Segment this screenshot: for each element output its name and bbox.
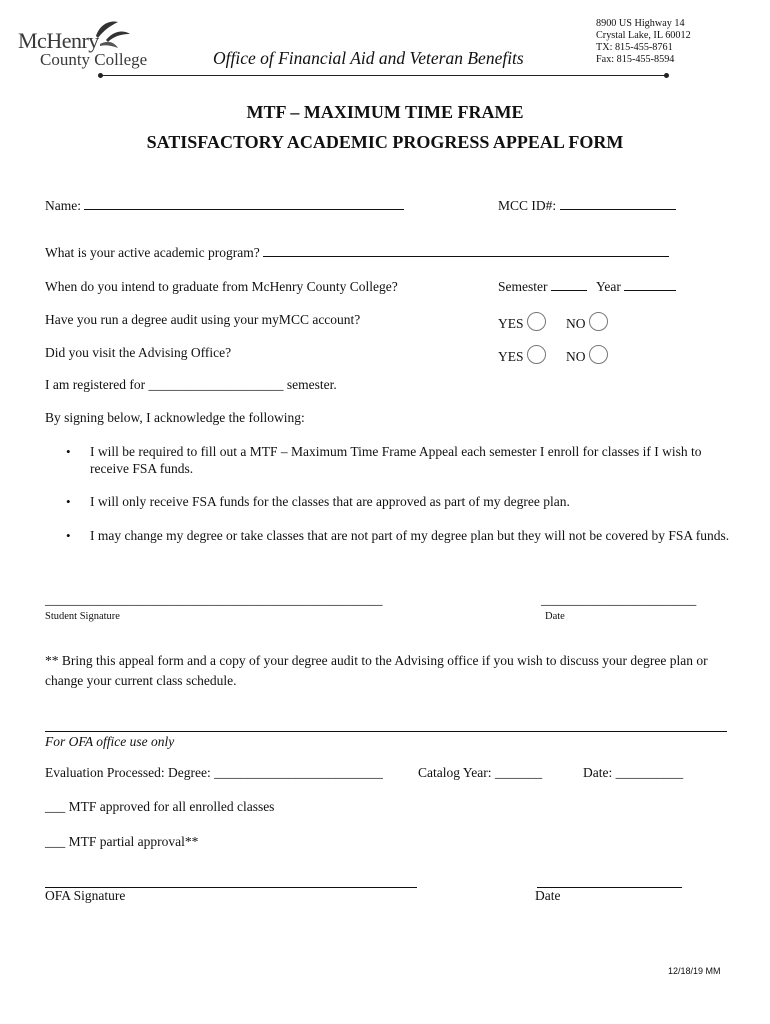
office-use-divider bbox=[45, 731, 727, 732]
advising-yes-option[interactable] bbox=[498, 345, 546, 365]
mtf-partial-approval[interactable]: ___ MTF partial approval** bbox=[45, 834, 199, 849]
bullet-dot: • bbox=[66, 494, 71, 509]
degree-blank[interactable]: _________________________ bbox=[214, 765, 383, 780]
program-input-line[interactable] bbox=[263, 245, 669, 257]
semester-input-line[interactable] bbox=[551, 279, 587, 291]
catalog-year-field[interactable] bbox=[418, 765, 542, 781]
office-date-blank[interactable]: __________ bbox=[615, 765, 684, 780]
address-line-4: Fax: 815-455-8594 bbox=[596, 54, 675, 65]
audit-label: Have you run a degree audit using your myMCC account? bbox=[45, 312, 361, 327]
catalog-year-blank[interactable]: _______ bbox=[494, 765, 543, 780]
student-date-label: Date bbox=[545, 611, 565, 622]
no-label: NO bbox=[566, 316, 586, 331]
student-signature-label: Student Signature bbox=[45, 611, 120, 622]
address-line-1: 8900 US Highway 14 bbox=[596, 18, 685, 29]
bullet-dot: • bbox=[66, 528, 71, 543]
no-label: NO bbox=[566, 349, 586, 364]
registered-prefix: I am registered for bbox=[45, 377, 146, 392]
advising-note: ** Bring this appeal form and a copy of your degree audit to the Advising office if you wish to discuss your degree plan or change your current class schedule. bbox=[45, 653, 708, 688]
no-radio[interactable] bbox=[589, 345, 608, 364]
evaluation-field[interactable] bbox=[45, 765, 383, 781]
office-date-label: Date: bbox=[583, 765, 613, 780]
program-label: What is your active academic program? bbox=[45, 245, 260, 260]
office-date-field[interactable] bbox=[583, 765, 683, 781]
form-title: MTF – MAXIMUM TIME FRAME bbox=[246, 102, 524, 122]
office-title: Office of Financial Aid and Veteran Benefits bbox=[213, 48, 524, 68]
year-field[interactable] bbox=[596, 279, 676, 295]
student-date-line[interactable]: _______________________ bbox=[541, 592, 697, 607]
audit-no-option[interactable] bbox=[566, 312, 608, 332]
yes-label: YES bbox=[498, 316, 524, 331]
mtf-approved-all[interactable]: ___ MTF approved for all enrolled classes bbox=[45, 799, 275, 814]
yes-label: YES bbox=[498, 349, 524, 364]
ofa-signature-label: OFA Signature bbox=[45, 888, 126, 903]
registered-field[interactable] bbox=[45, 377, 337, 393]
college-logo bbox=[18, 18, 158, 70]
address-line-2: Crystal Lake, IL 60012 bbox=[596, 30, 691, 41]
office-use-heading: For OFA office use only bbox=[45, 734, 175, 749]
advising-no-option[interactable] bbox=[566, 345, 608, 365]
form-subtitle: SATISFACTORY ACADEMIC PROGRESS APPEAL FORM bbox=[146, 132, 624, 152]
student-signature-line[interactable]: __________________________________________________ bbox=[45, 592, 383, 607]
mcc-id-label: MCC ID#: bbox=[498, 198, 557, 213]
yes-radio[interactable] bbox=[527, 345, 546, 364]
bullet-dot: • bbox=[66, 444, 71, 459]
year-input-line[interactable] bbox=[624, 279, 676, 291]
advising-label: Did you visit the Advising Office? bbox=[45, 345, 232, 360]
logo-line-2: County College bbox=[40, 50, 148, 69]
header-divider bbox=[100, 75, 667, 76]
audit-yes-option[interactable] bbox=[498, 312, 546, 332]
acknowledge-label: By signing below, I acknowledge the following: bbox=[45, 410, 305, 425]
name-field[interactable] bbox=[45, 198, 404, 214]
yes-radio[interactable] bbox=[527, 312, 546, 331]
ofa-date-label: Date bbox=[535, 888, 561, 903]
registered-suffix: semester. bbox=[286, 377, 337, 392]
address-line-3: TX: 815-455-8761 bbox=[596, 42, 673, 53]
semester-field[interactable] bbox=[498, 279, 587, 295]
mcc-id-input-line[interactable] bbox=[560, 198, 676, 210]
year-label: Year bbox=[596, 279, 621, 294]
bullet-item-2: I will only receive FSA funds for the classes that are approved as part of my degree plan. bbox=[90, 494, 570, 509]
bullet-item-1: I will be required to fill out a MTF – Maximum Time Frame Appeal each semester I enroll for classes if I wish to receive FSA funds. bbox=[90, 444, 702, 476]
logo-line-1: McHenry bbox=[18, 28, 99, 53]
catalog-year-label: Catalog Year: bbox=[418, 765, 492, 780]
semester-label: Semester bbox=[498, 279, 548, 294]
footer-stamp: 12/18/19 MM bbox=[668, 966, 721, 976]
no-radio[interactable] bbox=[589, 312, 608, 331]
name-label: Name: bbox=[45, 198, 81, 213]
bullet-item-3: I may change my degree or take classes that are not part of my degree plan but they will not be covered by FSA funds. bbox=[90, 528, 730, 543]
program-field[interactable] bbox=[45, 245, 669, 261]
name-input-line[interactable] bbox=[84, 198, 404, 210]
registered-blank[interactable]: ____________________ bbox=[148, 377, 284, 392]
mcc-id-field[interactable] bbox=[498, 198, 676, 214]
evaluation-label: Evaluation Processed: Degree: bbox=[45, 765, 211, 780]
graduate-label: When do you intend to graduate from McHenry County College? bbox=[45, 279, 398, 294]
